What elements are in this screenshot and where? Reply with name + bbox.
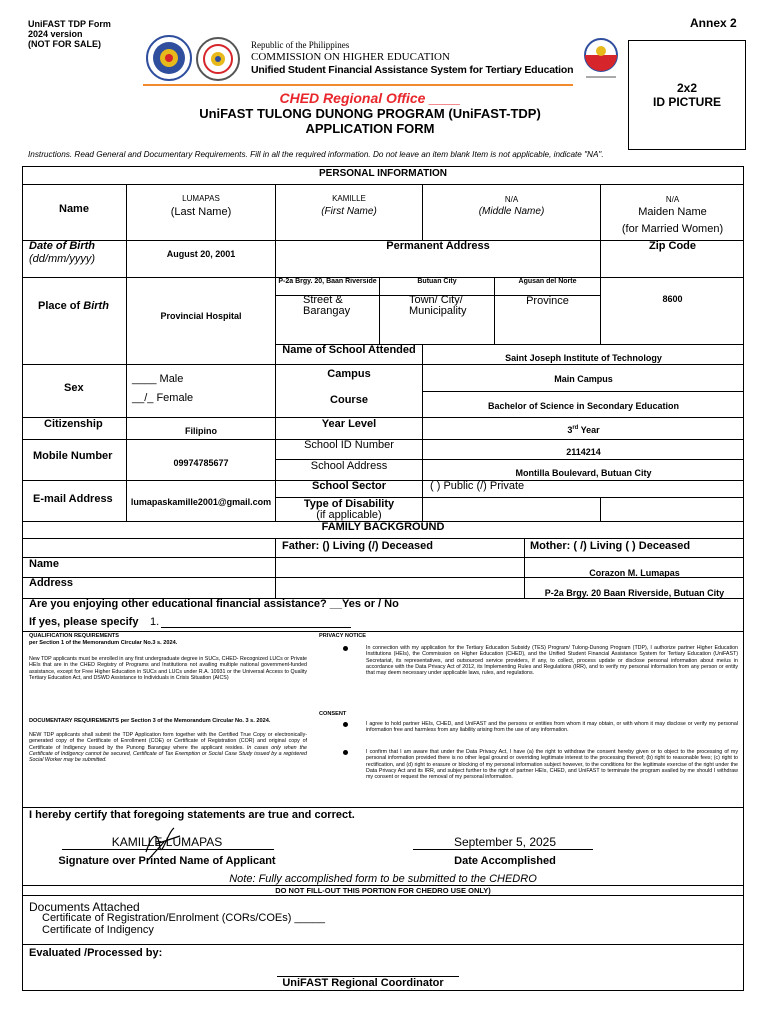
id-picture-size: 2x2: [676, 81, 698, 95]
year-level-value[interactable]: 3rd Year: [567, 425, 600, 435]
province-label: Province: [526, 295, 569, 307]
personal-info-heading: PERSONAL INFORMATION: [319, 168, 447, 179]
school-id-label: School ID Number: [304, 439, 394, 451]
first-name-value[interactable]: KAMILLE: [332, 194, 366, 203]
maiden-name-value[interactable]: N/A: [665, 195, 680, 204]
mother-name-value[interactable]: Corazon M. Lumapas: [589, 568, 680, 578]
orange-rule: [143, 84, 573, 86]
date-accomplished-value[interactable]: September 5, 2025: [453, 835, 557, 849]
middle-name-value[interactable]: N/A: [504, 195, 519, 204]
id-picture-box: [628, 40, 746, 150]
mobile-value[interactable]: 09974785677: [173, 458, 229, 468]
school-sector-value[interactable]: ( ) Public (/) Private: [430, 480, 525, 492]
citizenship-label: Citizenship: [44, 418, 103, 430]
form-title: APPLICATION FORM: [305, 121, 435, 136]
middle-name-label: (Middle Name): [478, 206, 545, 217]
bullet-icon: [343, 722, 348, 727]
dob-format-label: (dd/mm/yyyy): [29, 253, 95, 265]
school-sector-label: School Sector: [312, 480, 386, 492]
father-status[interactable]: Father: () Living (/) Deceased: [282, 540, 433, 552]
ched-seal-logo: [145, 34, 193, 82]
school-id-value[interactable]: 2114214: [566, 447, 601, 457]
school-attended-value[interactable]: Saint Joseph Institute of Technology: [505, 353, 662, 363]
email-value[interactable]: lumapaskamille2001@gmail.com: [130, 497, 272, 507]
school-address-value[interactable]: Montilla Boulevard, Butuan City: [515, 468, 652, 478]
evaluated-by-label: Evaluated /Processed by:: [29, 947, 163, 959]
zip-code-value[interactable]: 8600: [662, 294, 683, 304]
signature-label: Signature over Printed Name of Applicant: [58, 855, 276, 867]
specify-input-line[interactable]: [161, 627, 351, 628]
course-value[interactable]: Bachelor of Science in Secondary Education: [487, 401, 680, 411]
maiden-name-note: (for Married Women): [621, 223, 724, 235]
street-label: Street & Barangay: [303, 294, 351, 317]
doc-indigency[interactable]: Certificate of Indigency: [42, 924, 154, 936]
last-name-label: (Last Name): [170, 206, 232, 218]
campus-label: Campus: [327, 368, 371, 380]
place-of-birth-label: Place of Birth: [38, 300, 109, 312]
first-name-label: (First Name): [321, 206, 377, 217]
unifast-text: Unified Student Financial Assistance System for Tertiary Education: [251, 64, 574, 76]
maiden-name-label: Maiden Name: [638, 206, 707, 218]
documentary-requirements-body: NEW TDP applicants shall submit the TDP Application form together with the Certified True Copy or electronically-generated copy of the Certificate of Enrollment (COE) or Certificate of Registration (COR) and original copy of Certificate of Indigency issued by the Punong Barangay where the applicant resides. In cases only when the Certificate of Indigency cannot be secured, Certificate of Tax Exemption or Social Case Study issued by a registered Social Worker may be submitted.: [29, 732, 308, 764]
street-value[interactable]: P-2a Brgy. 20, Baan Riverside: [278, 278, 377, 285]
regional-coordinator-label: UniFAST Regional Coordinator: [282, 977, 444, 989]
school-attended-label: Name of School Attended: [282, 344, 416, 356]
disability-note: (if applicable): [316, 509, 382, 521]
financial-assistance-question[interactable]: Are you enjoying other educational financial assistance? __Yes or / No: [29, 598, 399, 610]
year-level-label: Year Level: [321, 418, 377, 430]
family-name-label: Name: [29, 558, 59, 570]
privacy-notice-body: In connection with my application for the Tertiary Education Subsidy (TES) Program/ Tulong-Dunong Program (TDP), I authorize partner Higher Education Institutions (HEIs), the Commission on Higher Education (CHED), and the Unified Student Financial Assistance System for Tertiary Education (UniFAST) Secretariat, its representatives, and outsourced service providers, if any, to collect, process update or disclose personal information about me/us in accordance with the Data Privacy Act of 2012, its Implementing Rules and Regulations (IRR), and to verify my personal information from any person or entity that may deem necessary under applicable laws, rules, and regulations.: [366, 645, 738, 677]
chedro-use-only-label: DO NOT FILL-OUT THIS PORTION FOR CHEDRO USE ONLY): [275, 886, 491, 895]
bagong-pilipinas-logo: [578, 37, 624, 81]
permanent-address-label: Permanent Address: [386, 240, 490, 252]
annex-label: Annex 2: [690, 16, 737, 30]
bullet-icon: [343, 750, 348, 755]
doc-cor-coe[interactable]: Certificate of Registration/Enrolment (CORs/COEs) _____: [42, 912, 326, 924]
email-label: E-mail Address: [33, 493, 113, 505]
family-background-heading: FAMILY BACKGROUND: [321, 521, 445, 533]
specify-item-number: 1.: [150, 616, 160, 628]
family-address-label: Address: [29, 577, 74, 589]
applicant-printed-name[interactable]: KAMILLE LUMAPAS: [111, 835, 223, 849]
dob-label: Date of Birth: [29, 240, 95, 252]
form-code: [28, 19, 111, 49]
qualification-requirements-title: QUALIFICATION REQUIREMENTS per Section 1 of the Memorandum Circular No.3 s. 2024.: [29, 633, 178, 646]
town-label: Town/ City/ Municipality: [409, 294, 467, 317]
name-label: Name: [59, 203, 89, 215]
campus-value[interactable]: Main Campus: [554, 374, 613, 384]
sex-male-option[interactable]: ____ Male: [132, 373, 184, 385]
id-picture-label: ID PICTURE: [652, 95, 721, 109]
regional-office-title: CHED Regional Office ____: [279, 90, 461, 106]
mother-address-value[interactable]: P-2a Brgy. 20 Baan Riverside, Butuan City: [544, 588, 725, 598]
mobile-label: Mobile Number: [33, 450, 113, 462]
mother-status[interactable]: Mother: ( /) Living ( ) Deceased: [530, 540, 691, 552]
qualification-requirements-body: New TDP applicants must be enrolled in any first undergraduate degree in SUCs, CHED- Recognized LUCs or Private HEIs that are in the CHED Registry of Programs and Institutions not availing multiple national government-funded assistance, except for Free Higher Education in SUCs and LUCs under R.A. 10931 or the Universal Access to Quality Tertiary Education Act, and DSWD Assistance to Individuals in Crisis Situation (AICS): [29, 656, 307, 681]
documentary-requirements-title: DOCUMENTARY REQUIREMENTS per Section 3 of the Memorandum Circular No. 3 s. 2024.: [29, 718, 271, 724]
date-accomplished-label: Date Accomplished: [454, 855, 556, 867]
last-name-value[interactable]: LUMAPAS: [182, 194, 220, 203]
if-yes-label: If yes, please specify: [29, 616, 139, 628]
disability-label: Type of Disability: [303, 498, 395, 510]
zip-code-label: Zip Code: [648, 240, 697, 252]
citizenship-value[interactable]: Filipino: [185, 426, 217, 436]
form-frame: [22, 166, 744, 991]
program-title: UniFAST TULONG DUNONG PROGRAM (UniFAST-TDP): [199, 106, 541, 121]
certify-statement: I hereby certify that foregoing statements are true and correct.: [29, 809, 355, 821]
documents-attached-label: Documents Attached: [29, 900, 140, 914]
submission-note: Note: Fully accomplished form to be submitted to the CHEDRO: [229, 873, 537, 885]
instructions-text: Instructions. Read General and Documentary Requirements. Fill in all the required information. Do not leave an item blank Item is not applicable, indicate "NA".: [28, 150, 604, 159]
unifast-seal-logo: [195, 36, 241, 82]
province-value[interactable]: Agusan del Norte: [518, 278, 577, 285]
consent-body-2: I confirm that I am aware that under the Data Privacy Act, I have (a) the right to withdraw the consent hereby given or to object to the processing of my personal information provided there is no other legal ground or overriding legitimate interest to the processing thereof; (b) right to reasonable fees; (c) right to rectification, and (d) right to erasure or blocking of my personal information subject however, to the conditions for the legitimate exercise of the right under the Data Privacy Act and its IRR, and subject further to the right of partner HEIs, CHED, and UniFAST to terminate the program availed by me should I withdraw my consent or request the removal of my personal information.: [366, 749, 738, 781]
place-of-birth-value[interactable]: Provincial Hospital: [160, 311, 242, 321]
course-label: Course: [330, 394, 368, 406]
form-code-line2: 2024 version: [28, 29, 83, 39]
consent-body-1: I agree to hold partner HEIs, CHED, and UniFAST and the persons or entities from whom it may obtain, or with whom it may disclose or verify my personal information free and harmless from any liability arising from the use of any information.: [366, 721, 738, 734]
consent-title: CONSENT: [319, 711, 347, 717]
republic-text: Republic of the Philippines: [251, 40, 350, 50]
form-code-line1: UniFAST TDP Form: [28, 19, 111, 29]
sex-female-option[interactable]: __/_ Female: [132, 392, 194, 404]
form-code-line3: (NOT FOR SALE): [28, 39, 101, 49]
dob-value[interactable]: August 20, 2001: [166, 249, 236, 259]
privacy-notice-title: PRIVACY NOTICE: [319, 633, 367, 639]
school-address-label: School Address: [310, 460, 388, 472]
sex-label: Sex: [64, 382, 84, 394]
commission-text: COMMISSION ON HIGHER EDUCATION: [251, 51, 450, 63]
bullet-icon: [343, 646, 348, 651]
town-value[interactable]: Butuan City: [417, 278, 457, 285]
